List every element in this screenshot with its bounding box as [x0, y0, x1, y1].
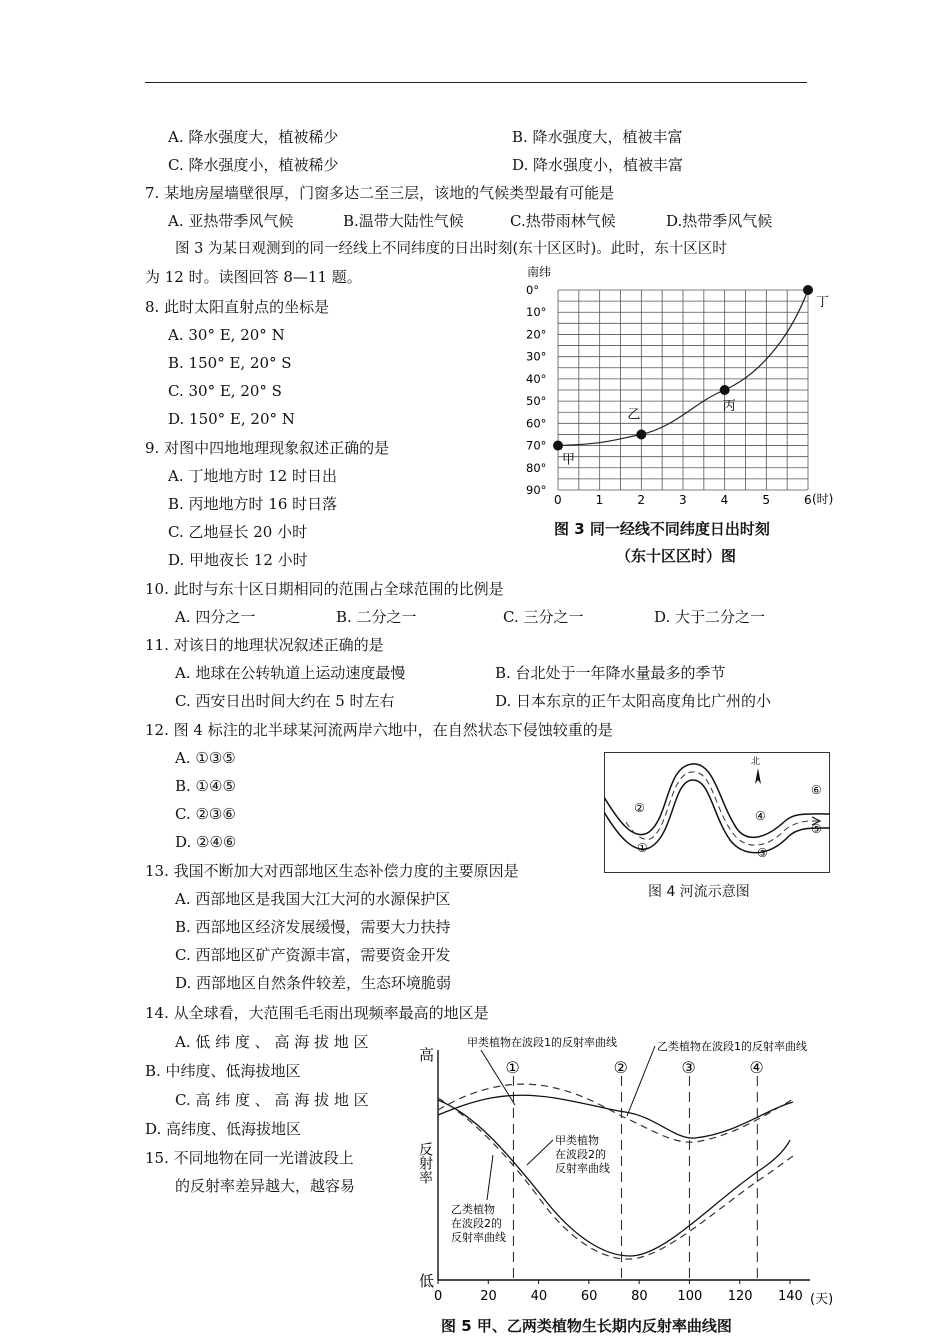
q9-option-c: C. 乙地昼长 20 小时	[168, 523, 308, 541]
q13-option-b: B. 西部地区经济发展缓慢，需要大力扶持	[175, 918, 451, 936]
q10-stem: 10. 此时与东十区日期相同的范围占全球范围的比例是	[145, 580, 504, 598]
fig3-point	[720, 385, 730, 395]
q13-stem: 13. 我国不断加大对西部地区生态补偿力度的主要原因是	[145, 862, 519, 880]
fig4-site-1: ①	[637, 841, 648, 855]
q14-stem: 14. 从全球看，大范围毛毛雨出现频率最高的地区是	[145, 1004, 489, 1022]
figure-3-sunrise-chart	[515, 262, 845, 512]
fig4-site-4: ④	[755, 809, 766, 823]
fig4-north-arrow-icon	[755, 768, 761, 784]
intro-line-1: 图 3 为某日观测到的同一经线上不同纬度的日出时刻(东十区区时)。此时，东十区区时	[175, 241, 727, 257]
fig5-marker-label: ③	[681, 1058, 696, 1077]
fig3-x-tick: 1	[595, 493, 604, 507]
fig3-x-tick: 5	[762, 493, 770, 507]
fig5-x-tick: 0	[434, 1289, 443, 1304]
fig5-x-tick: 120	[727, 1289, 753, 1304]
q10-option-b: B. 二分之一	[336, 608, 417, 626]
q8-option-a: A. 30° E, 20° N	[168, 326, 285, 344]
q7-option-a: A. 亚热带季风气候	[168, 212, 294, 230]
q11-option-c: C. 西安日出时间大约在 5 时左右	[175, 692, 395, 710]
fig3-x-tick: 2	[637, 493, 645, 507]
fig5-x-tick: 140	[778, 1289, 803, 1304]
figure-5-reflectance-chart	[415, 1030, 855, 1310]
fig4-site-5: ⑤	[811, 822, 822, 836]
fig3-y-tick: 60°	[526, 416, 547, 431]
fig3-y-tick: 90°	[526, 483, 547, 497]
fig3-y-tick: 30°	[526, 349, 547, 364]
fig4-site-6: ⑥	[811, 783, 822, 797]
q15-line-1: 15. 不同地物在同一光谱波段上	[145, 1149, 354, 1167]
fig4-site-2: ②	[634, 801, 645, 815]
fig5-legend-yi-band2-1: 乙类植物	[451, 1203, 495, 1216]
q12-option-d: D. ②④⑥	[175, 833, 237, 851]
q12-option-a: A. ①③⑤	[175, 749, 236, 767]
fig5-x-tick: 60	[580, 1289, 598, 1304]
q6-option-a: A. 降水强度大，植被稀少	[168, 128, 339, 146]
fig5-legend-yi-band2-2: 在波段2的	[451, 1217, 502, 1230]
q12-option-c: C. ②③⑥	[175, 805, 236, 823]
fig3-point-label: 丙	[722, 399, 736, 414]
fig3-y-tick: 40°	[526, 371, 547, 386]
fig5-curve-yi-band1	[438, 1084, 795, 1142]
q13-option-c: C. 西部地区矿产资源丰富，需要资金开发	[175, 946, 451, 964]
fig5-leader-yi-band1	[627, 1046, 655, 1116]
q10-option-d: D. 大于二分之一	[654, 608, 766, 626]
fig5-y-high: 高	[419, 1046, 435, 1064]
fig5-legend-jia-band1: 甲类植物在波段1的反射率曲线	[467, 1036, 617, 1049]
q12-option-b: B. ①④⑤	[175, 777, 236, 795]
fig5-leader-jia-band2	[527, 1140, 553, 1165]
fig3-y-tick: 70°	[526, 438, 547, 453]
fig5-marker-label: ①	[505, 1058, 520, 1077]
q9-option-d: D. 甲地夜长 12 小时	[168, 551, 308, 569]
intro-line-2: 为 12 时。读图回答 8—11 题。	[145, 268, 362, 286]
q7-option-b: B.温带大陆性气候	[343, 212, 464, 230]
q15-line-2: 的反射率差异越大，越容易	[175, 1177, 356, 1195]
fig3-point-label: 甲	[562, 452, 576, 468]
q6-option-d: D. 降水强度小，植被丰富	[512, 156, 684, 174]
fig5-legend-yi-band2-3: 反射率曲线	[451, 1231, 506, 1244]
fig5-y-title: 反射率	[417, 1142, 433, 1184]
q8-stem: 8. 此时太阳直射点的坐标是	[145, 298, 330, 316]
fig3-y-tick: 20°	[526, 327, 547, 342]
q10-option-c: C. 三分之一	[503, 608, 584, 626]
q7-stem: 7. 某地房屋墙壁很厚，门窗多达二至三层，该地的气候类型最有可能是	[145, 184, 615, 202]
fig5-x-tick: 80	[631, 1289, 648, 1304]
fig4-site-3: ③	[757, 846, 768, 860]
fig5-legend-jia-band2-1: 甲类植物	[555, 1134, 599, 1147]
fig3-y-title: 南纬	[527, 265, 552, 279]
q13-option-d: D. 西部地区自然条件较差，生态环境脆弱	[175, 974, 452, 992]
fig5-legend-jia-band2-2: 在波段2的	[555, 1148, 606, 1161]
fig5-legend-jia-band2-3: 反射率曲线	[555, 1162, 610, 1175]
q14-option-d: D. 高纬度、低海拔地区	[145, 1120, 302, 1138]
fig5-marker-label: ④	[749, 1058, 764, 1077]
fig3-point-label: 乙	[627, 407, 641, 423]
fig5-y-low: 低	[419, 1272, 435, 1290]
fig5-curve-jia-band1	[438, 1095, 793, 1138]
fig3-y-tick: 80°	[526, 460, 547, 475]
q13-option-a: A. 西部地区是我国大江大河的水源保护区	[175, 890, 451, 908]
fig3-point	[636, 429, 646, 439]
q11-option-a: A. 地球在公转轨道上运动速度最慢	[175, 664, 406, 682]
fig3-caption-2: （东十区区时）图	[616, 547, 737, 565]
fig3-x-unit: (时)	[812, 492, 834, 506]
q11-option-d: D. 日本东京的正午太阳高度角比广州的小	[495, 692, 772, 710]
q11-stem: 11. 对该日的地理状况叙述正确的是	[145, 636, 384, 654]
fig5-leader-yi-band2	[487, 1155, 493, 1200]
fig3-y-tick: 0°	[526, 283, 540, 297]
fig3-x-tick: 3	[679, 493, 687, 507]
fig3-caption-1: 图 3 同一经线不同纬度日出时刻	[554, 520, 770, 538]
fig3-point	[553, 441, 563, 451]
fig5-marker-label: ②	[613, 1058, 628, 1077]
q14-option-a: A. 低 纬 度 、 高 海 拔 地 区	[175, 1033, 369, 1051]
fig3-point	[803, 285, 813, 295]
q10-option-a: A. 四分之一	[175, 608, 256, 626]
fig5-x-tick: 100	[677, 1289, 703, 1304]
fig4-north-label: 北	[751, 757, 761, 767]
q12-stem: 12. 图 4 标注的北半球某河流两岸六地中，在自然状态下侵蚀较重的是	[145, 721, 613, 739]
q9-stem: 9. 对图中四地地理现象叙述正确的是	[145, 439, 390, 457]
fig3-y-tick: 50°	[526, 394, 547, 409]
q7-option-d: D.热带季风气候	[666, 212, 773, 230]
q8-option-b: B. 150° E, 20° S	[168, 354, 292, 372]
q14-option-b: B. 中纬度、低海拔地区	[145, 1062, 301, 1080]
fig5-x-tick: 20	[480, 1289, 497, 1304]
q9-option-a: A. 丁地地方时 12 时日出	[168, 467, 337, 485]
fig5-caption: 图 5 甲、乙两类植物生长期内反射率曲线图	[441, 1317, 732, 1335]
fig3-x-tick: 4	[720, 493, 729, 507]
q9-option-b: B. 丙地地方时 16 时日落	[168, 495, 338, 513]
fig5-x-tick: 40	[530, 1289, 548, 1304]
q8-option-c: C. 30° E, 20° S	[168, 382, 282, 400]
q6-option-c: C. 降水强度小，植被稀少	[168, 156, 339, 174]
fig5-x-unit: (天)	[810, 1292, 834, 1307]
fig3-y-tick: 10°	[526, 305, 547, 320]
header-rule	[145, 82, 807, 83]
q7-option-c: C.热带雨林气候	[510, 212, 616, 230]
fig4-caption: 图 4 河流示意图	[648, 884, 750, 900]
fig3-point-label: 丁	[816, 295, 830, 310]
q11-option-b: B. 台北处于一年降水量最多的季节	[495, 664, 726, 682]
q6-option-b: B. 降水强度大，植被丰富	[512, 128, 683, 146]
figure-4-river-diagram	[604, 752, 830, 876]
q14-option-c: C. 高 纬 度 、 高 海 拔 地 区	[175, 1091, 369, 1109]
fig3-x-tick: 0	[554, 493, 562, 507]
q8-option-d: D. 150° E, 20° N	[168, 410, 295, 428]
fig3-x-tick: 6	[804, 493, 812, 507]
fig5-legend-yi-band1: 乙类植物在波段1的反射率曲线	[657, 1040, 807, 1053]
